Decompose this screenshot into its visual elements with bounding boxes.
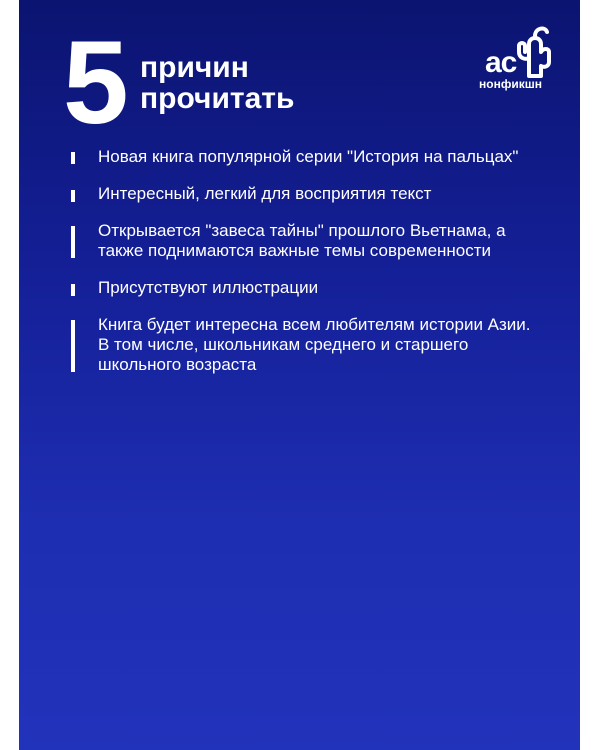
reason-text: Новая книга популярной серии "История на пальцах" xyxy=(98,147,519,166)
reason-text: Книга будет интересна всем любителям истории Азии. В том числе, школьникам среднего и старшего школьного возраста xyxy=(98,315,531,374)
title-line-1: причин xyxy=(140,51,249,84)
list-item xyxy=(71,184,541,204)
book-promo-card xyxy=(19,0,580,750)
bullet-bar-icon xyxy=(71,190,75,202)
bullet-bar-icon xyxy=(71,152,75,164)
reason-text: Интересный, легкий для восприятия текст xyxy=(98,184,432,203)
bullet-bar-icon xyxy=(71,320,75,372)
reasons-count: 5 xyxy=(63,17,127,149)
reason-text: Присутствуют иллюстрации xyxy=(98,278,319,297)
page-title xyxy=(140,52,294,114)
list-item xyxy=(71,278,541,298)
bullet-bar-icon xyxy=(71,284,75,296)
publisher-logo xyxy=(479,22,559,98)
logo-brand-text: ас xyxy=(485,46,517,79)
bullet-bar-icon xyxy=(71,226,75,258)
reasons-list xyxy=(71,147,541,392)
list-item xyxy=(71,221,541,261)
logo-subtitle: нонфикшн xyxy=(479,77,542,91)
title-line-2: прочитать xyxy=(140,82,295,115)
list-item xyxy=(71,315,541,375)
list-item xyxy=(71,147,541,167)
reason-text: Открывается "завеса тайны" прошлого Вьетнама, а также поднимаются важные темы современности xyxy=(98,221,506,260)
